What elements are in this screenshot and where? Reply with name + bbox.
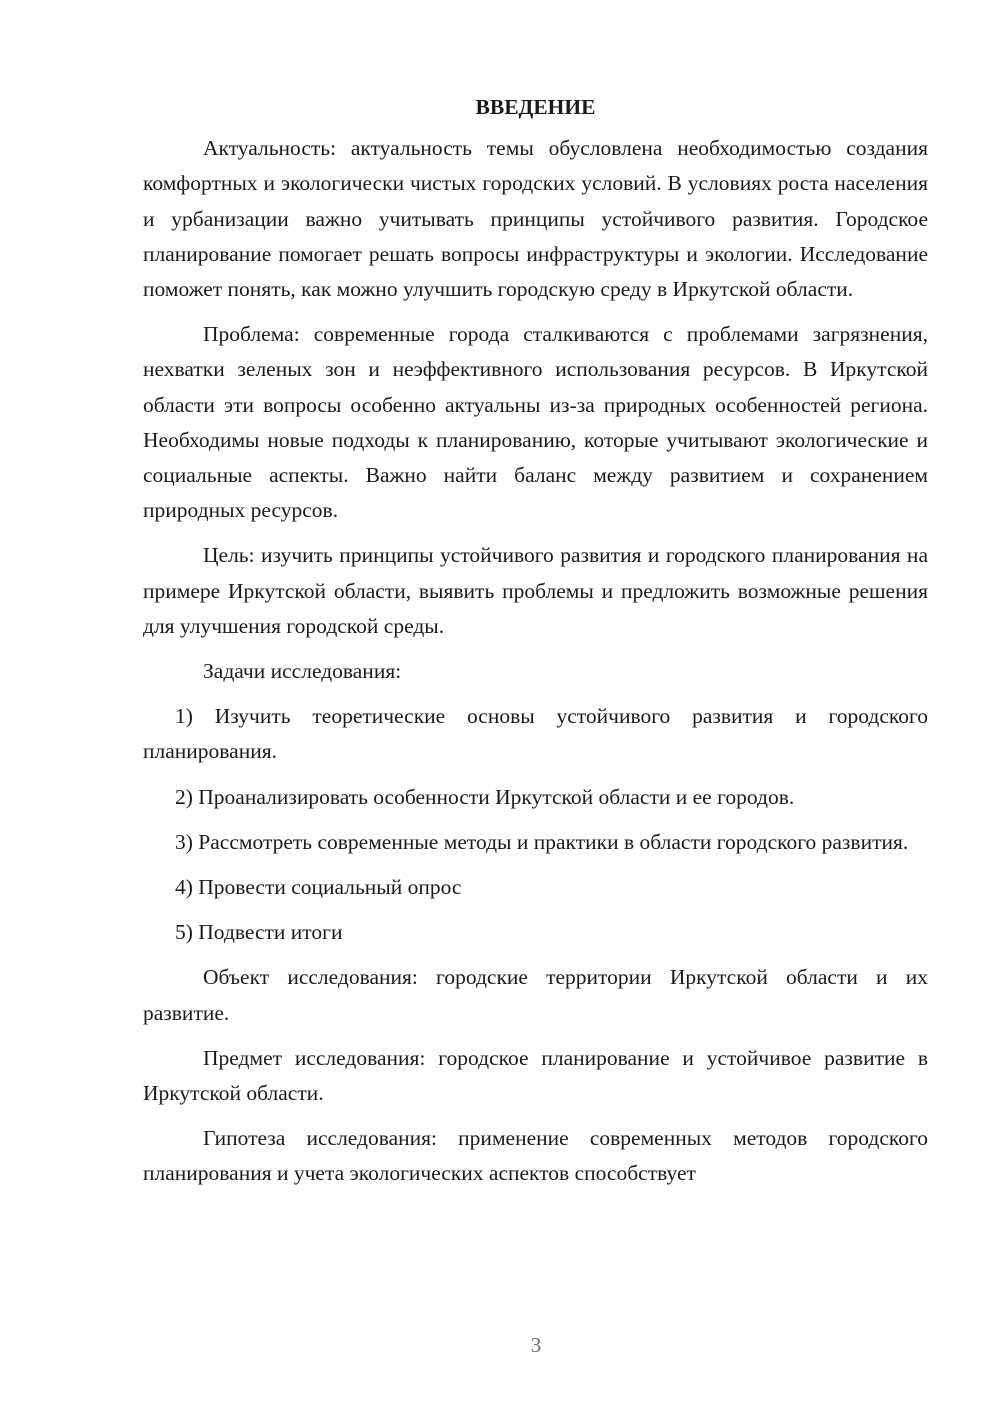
paragraph-hypothesis: Гипотеза исследования: применение современных методов городского планирования и учета экологических аспектов способствует xyxy=(143,1126,928,1186)
paragraph-problem: Проблема: современные города сталкиваются с проблемами загрязнения, нехватки зеленых зон и неэффективного использования ресурсов. В Иркутской области эти вопросы особенно актуальны из-за природных особенностей региона. Необходимы новые подходы к планированию, которые учитывают экологические и социальные аспекты. Важно найти баланс между развитием и сохранением природных ресурсов. xyxy=(143,322,928,523)
document-page xyxy=(143,90,928,1202)
tasks-heading: Задачи исследования: xyxy=(203,659,402,684)
paragraph-goal: Цель: изучить принципы устойчивого развития и городского планирования на примере Иркутской области, выявить проблемы и предложить возможные решения для улучшения городской среды. xyxy=(143,543,928,638)
page-number: 3 xyxy=(530,1333,542,1357)
section-title: ВВЕДЕНИЕ xyxy=(475,95,596,119)
paragraph-relevance: Актуальность: актуальность темы обусловлена необходимостью создания комфортных и экологически чистых городских условий. В условиях роста населения и урбанизации важно учитывать принципы устойчивого развития. Городское планирование помогает решать вопросы инфраструктуры и экологии. Исследование поможет понять, как можно улучшить городскую среду в Иркутской области. xyxy=(143,136,928,302)
task-item-2: 2) Проанализировать особенности Иркутской области и ее городов. xyxy=(175,784,795,809)
task-item-4: 4) Провести социальный опрос xyxy=(175,875,462,900)
task-item-3: 3) Рассмотреть современные методы и практики в области городского развития. xyxy=(175,829,909,854)
task-item-1: 1) Изучить теоретические основы устойчивого развития и городского планирования. xyxy=(143,704,928,764)
task-item-5: 5) Подвести итоги xyxy=(175,920,343,945)
paragraph-object: Объект исследования: городские территории Иркутской области и их развитие. xyxy=(143,965,928,1025)
paragraph-subject: Предмет исследования: городское планирование и устойчивое развитие в Иркутской области. xyxy=(143,1045,928,1106)
